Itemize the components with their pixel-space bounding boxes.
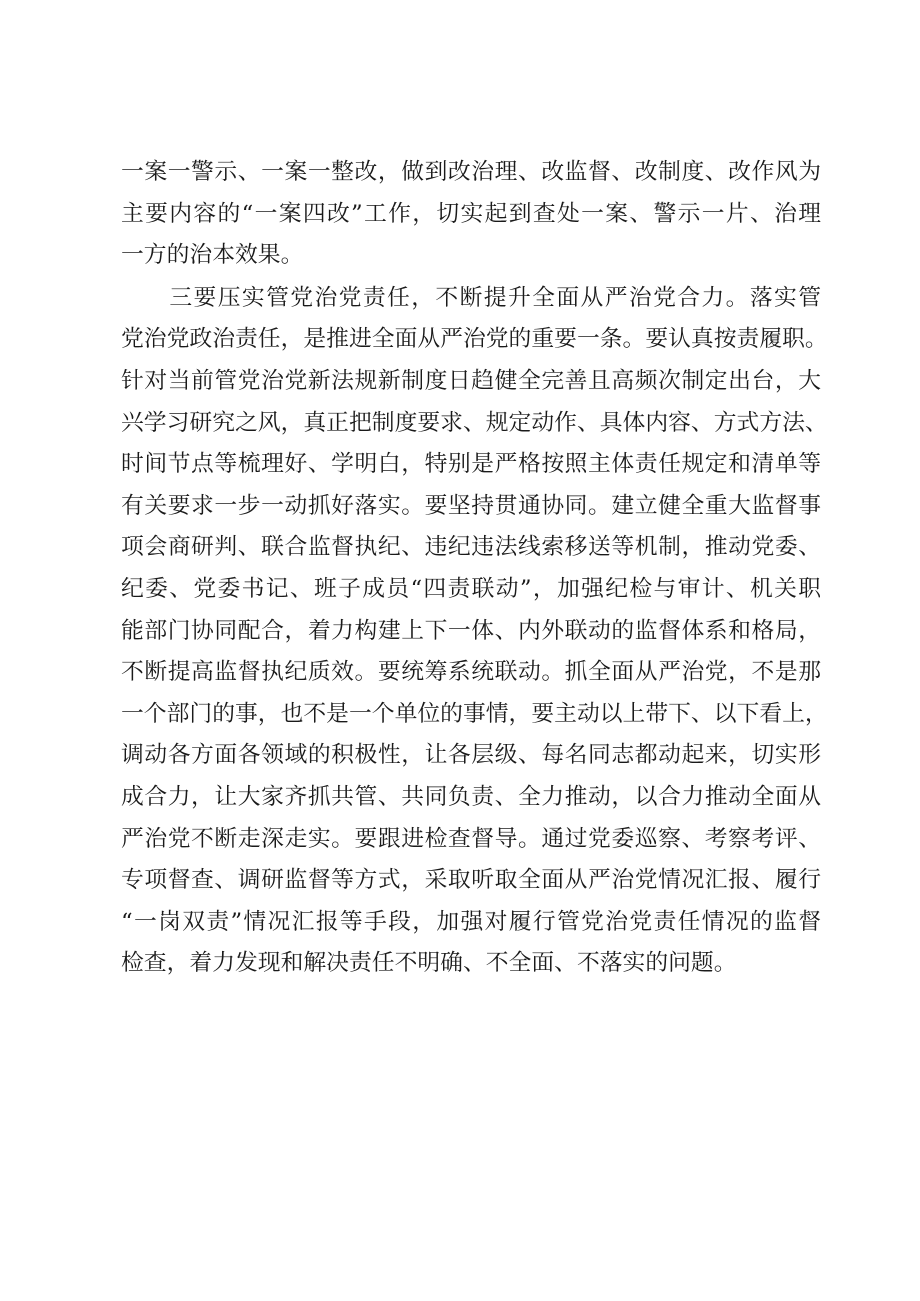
paragraph-2 — [121, 278, 828, 985]
text-line: 一个部门的事，也不是一个单位的事情，要主动以上带下、以下看上， — [121, 700, 828, 727]
text-line: 能部门协同配合，着力构建上下一体、内外联动的监督体系和格局， — [121, 617, 821, 644]
text-line: 项会商研判、联合监督执纪、违纪违法线索移送等机制，推动党委、 — [121, 534, 821, 561]
body-text — [121, 152, 828, 985]
text-line: 不断提高监督执纪质效。要统筹系统联动。抓全面从严治党，不是那 — [121, 659, 821, 686]
text-line: “一岗双责”情况汇报等手段，加强对履行管党治党责任情况的监督 — [121, 908, 821, 935]
text-line: 纪委、党委书记、班子成员“四责联动”，加强纪检与审计、机关职 — [121, 575, 821, 602]
paragraph-1 — [121, 152, 821, 277]
text-line: 检查，着力发现和解决责任不明确、不全面、不落实的问题。 — [121, 950, 737, 977]
text-line: 调动各方面各领域的积极性，让各层级、每名同志都动起来，切实形 — [121, 742, 821, 769]
text-line: 严治党不断走深走实。要跟进检查督导。通过党委巡察、考察考评、 — [121, 825, 821, 852]
text-line: 成合力，让大家齐抓共管、共同负责、全力推动，以合力推动全面从 — [121, 783, 821, 810]
text-line: 专项督查、调研监督等方式，采取听取全面从严治党情况汇报、履行 — [121, 867, 821, 894]
text-line: 一方的治本效果。 — [121, 242, 304, 269]
text-line: 党治党政治责任，是推进全面从严治党的重要一条。要认真按责履职。 — [121, 326, 828, 353]
text-line: 一案一警示、一案一整改，做到改治理、改监督、改制度、改作风为 — [121, 159, 821, 185]
text-line: 兴学习研究之风，真正把制度要求、规定动作、具体内容、方式方法、 — [121, 409, 828, 436]
text-line: 主要内容的“一案四改”工作，切实起到查处一案、警示一片、治理 — [121, 200, 821, 227]
text-line: 三要压实管党治党责任，不断提升全面从严治党合力。落实管 — [121, 284, 821, 311]
text-line: 有关要求一步一动抓好落实。要坚持贯通协同。建立健全重大监督事 — [121, 492, 821, 519]
text-line: 时间节点等梳理好、学明白，特别是严格按照主体责任规定和清单等 — [121, 451, 821, 478]
text-line: 针对当前管党治党新法规新制度日趋健全完善且高频次制定出台，大 — [121, 367, 821, 394]
